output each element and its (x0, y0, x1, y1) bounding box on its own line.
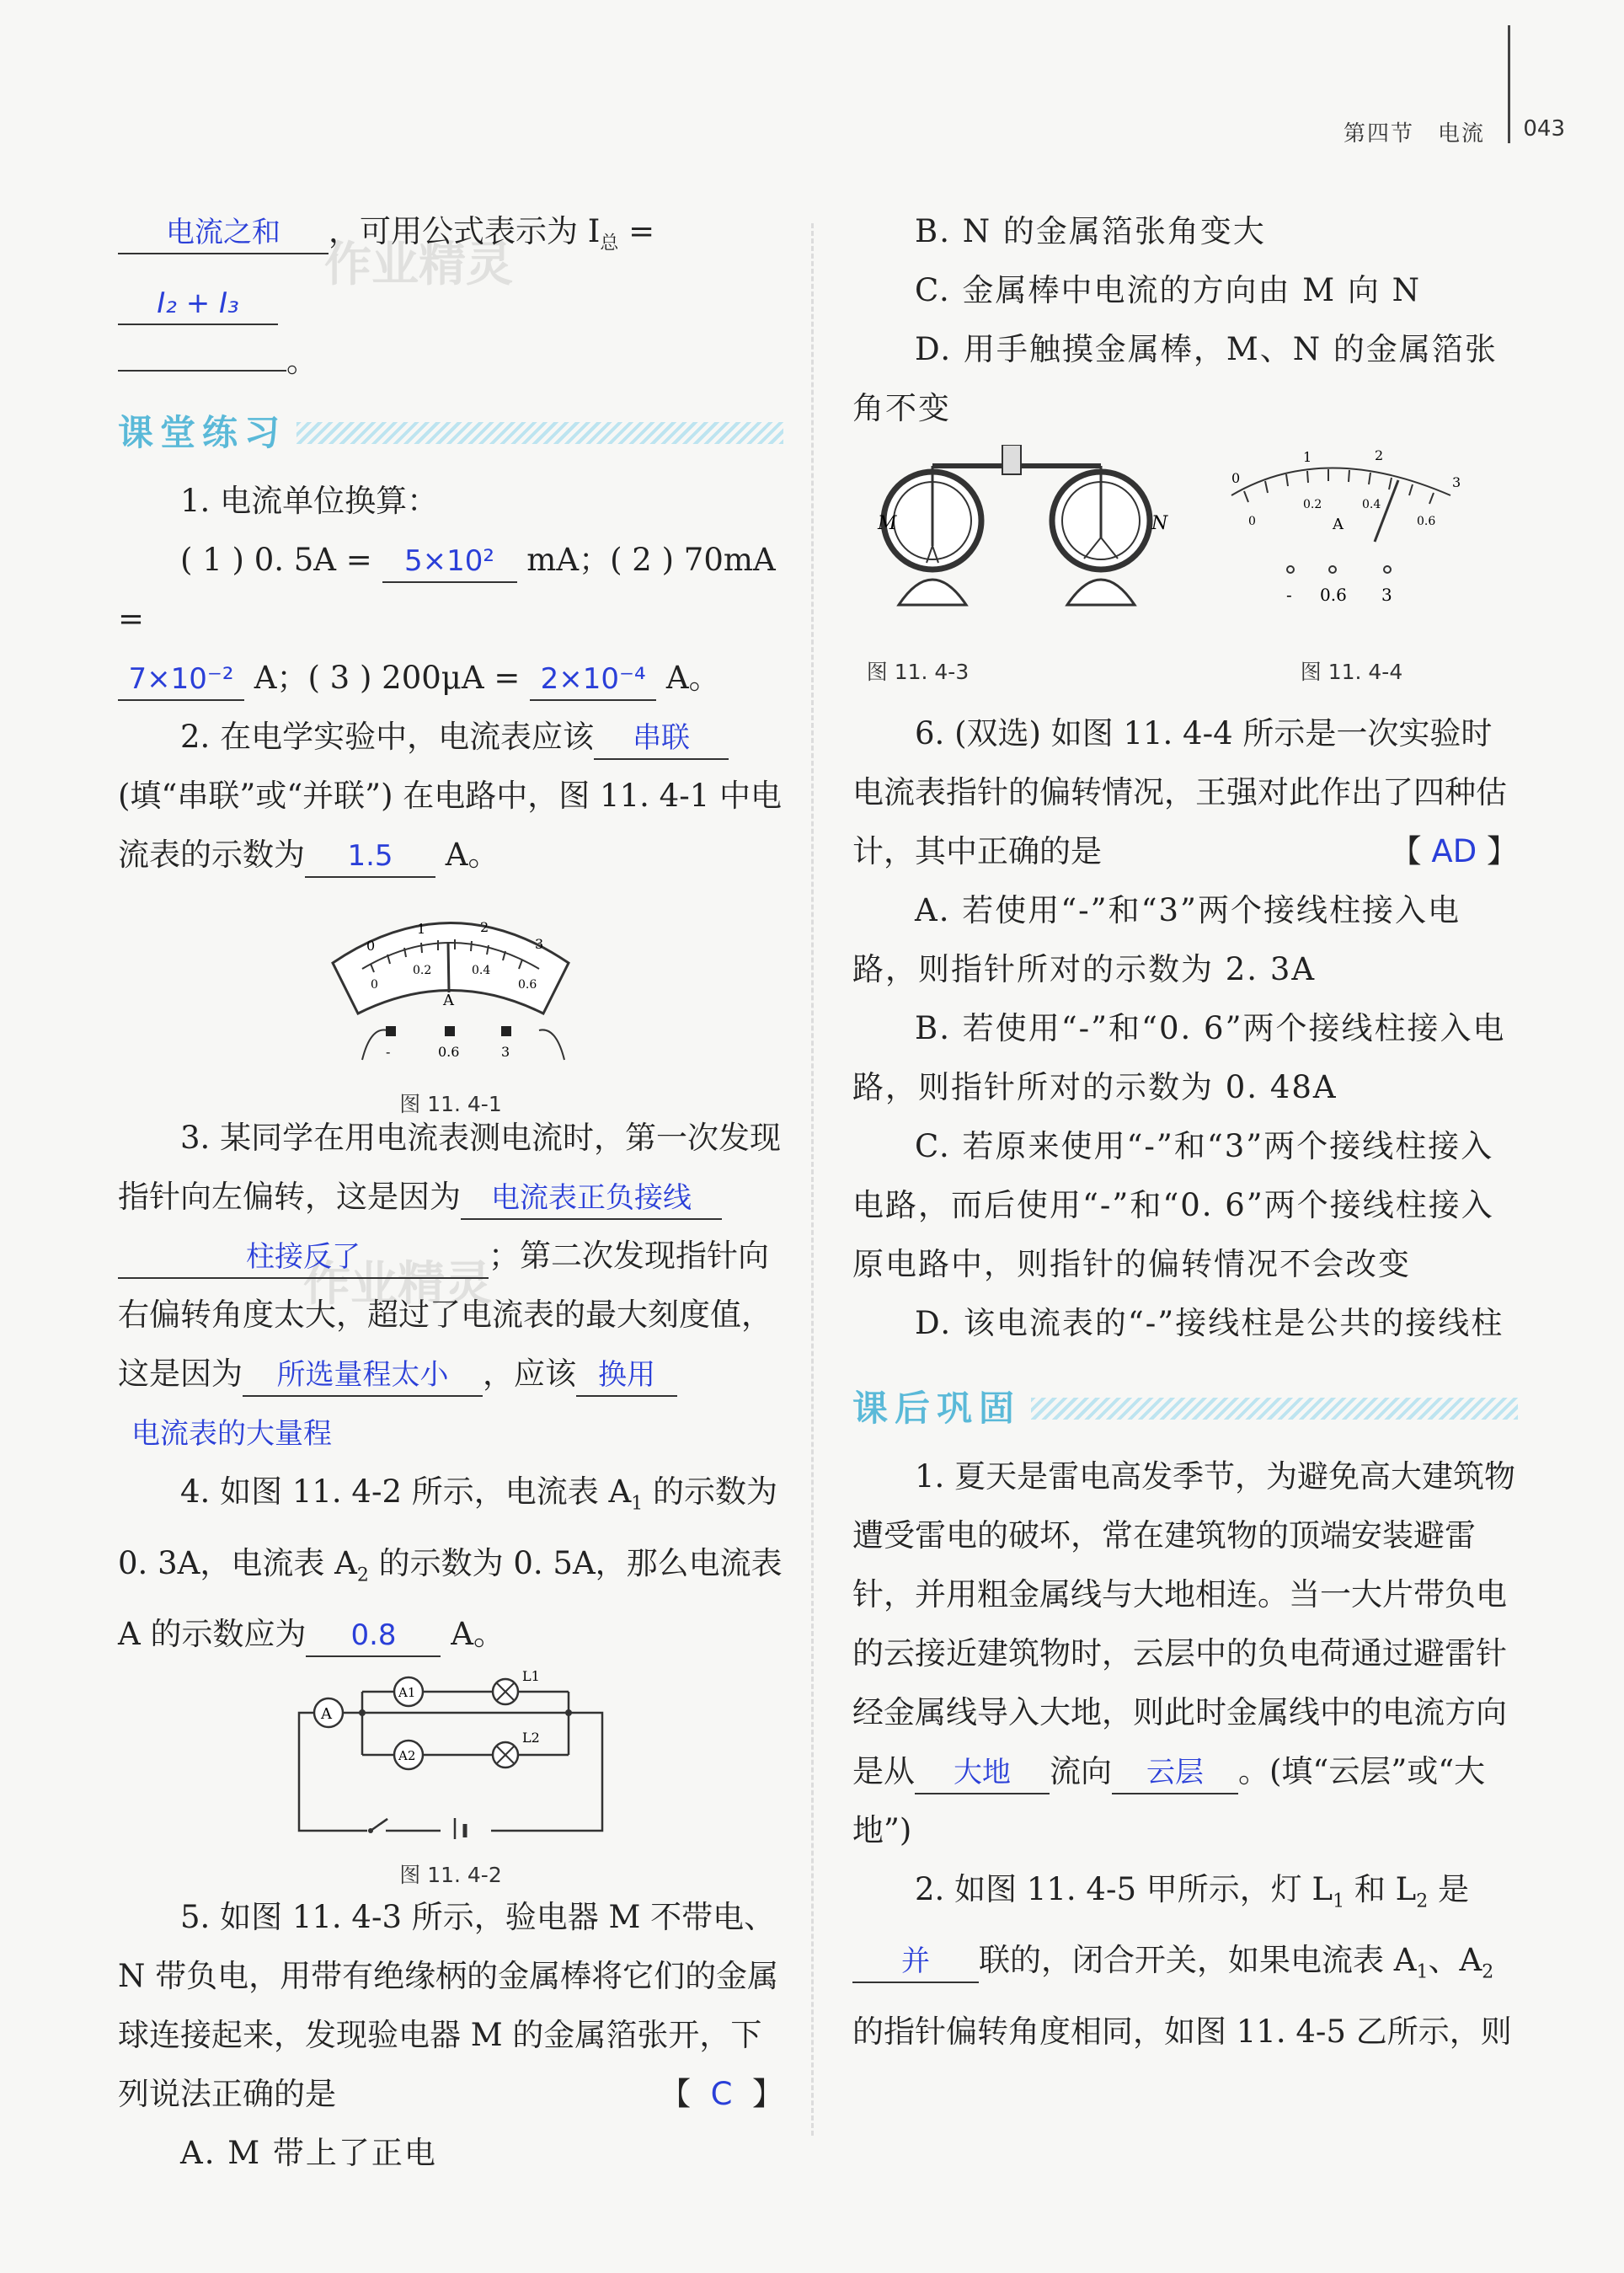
text: 。(填“云层”或“大地”) (852, 1753, 1486, 1848)
meter-needle (448, 942, 449, 992)
choice-answer: C (710, 2076, 733, 2113)
tick-label: 2 (1375, 447, 1384, 463)
right-column (852, 202, 1518, 2062)
tick-label: 0 (366, 938, 376, 955)
text: A。 (435, 837, 499, 874)
terminal-label: - (1286, 585, 1292, 605)
homework-question-2 (852, 1860, 1518, 2062)
figures-11-4-3-and-4 (852, 445, 1518, 698)
left-column (118, 202, 783, 2183)
text: 】 (1487, 833, 1518, 869)
option-a: A. 若使用“-”和“3”两个接线柱接入电路，则指针所对的示数为 2. 3A (852, 892, 1461, 987)
answer-blank: 所选量程太小 (243, 1355, 483, 1397)
text: 2 (1416, 1891, 1429, 1912)
figure-captions-row (852, 655, 1518, 689)
tick-label: 0.2 (413, 964, 432, 978)
text: 1. 夏天是雷电高发季节，为避免高大建筑物遭受雷电的破坏，常在建筑物的顶端安装避雷针，并用粗金属线与大地相连。当一大片带负电的云接近建筑物时，云层中的负电荷通过避雷针经金属线导入大地，则此时金属线中的电流方向是从 (852, 1458, 1516, 1789)
question-3 (118, 1109, 783, 1463)
tick-label: 0 (1248, 515, 1256, 528)
watermark: 作业精灵 (324, 238, 513, 292)
header-rule (1508, 25, 1510, 143)
answer-blank: 电流表正负接线 (461, 1178, 722, 1220)
figure-11-4-2 (118, 1671, 783, 1888)
tick-label: 0.6 (1417, 515, 1436, 528)
terminal-label: - (386, 1044, 391, 1061)
figure-caption: 图 11. 4-1 (399, 1092, 502, 1117)
question-2 (118, 708, 783, 885)
section-header (852, 1378, 1518, 1439)
question-1-title: 1. 电流单位换算： (180, 483, 439, 520)
tick-label: 3 (1452, 474, 1461, 490)
meter-unit: A (1333, 516, 1344, 533)
text: ；第二次发现指针向右偏转角度太大，超过了电流表的最大刻度值，这是因为 (118, 1238, 772, 1393)
text: ，应该 (483, 1356, 576, 1393)
section-stripe (1031, 1398, 1518, 1420)
ammeter-diagram (118, 891, 783, 1068)
answer-blank: 换用 (576, 1355, 677, 1397)
option-a: A. M 带上了正电 (180, 2135, 437, 2172)
electroscope-and-meter-diagram (852, 445, 1518, 655)
question-1-line (118, 531, 783, 649)
page-number: 043 (1523, 116, 1565, 142)
question-4 (118, 1463, 783, 1664)
terminal-label: 3 (501, 1044, 510, 1061)
text: 、A (1428, 1942, 1482, 1979)
question-6 (852, 704, 1518, 881)
text: 2. 在电学实验中，电流表应该 (180, 719, 595, 756)
section-title: 课堂练习 (118, 412, 287, 454)
tick-label: 0.6 (518, 978, 537, 992)
meter-label: A2 (398, 1748, 416, 1764)
tick-label: 1 (1303, 449, 1312, 465)
text: A。 (656, 660, 720, 697)
text: 【 (660, 2076, 692, 2113)
text: mA；( 2 ) 70mA = (118, 542, 776, 638)
figure-caption: 图 11. 4-4 (1300, 660, 1403, 684)
tick-label: 3 (535, 936, 544, 953)
option-b: B. 若使用“-”和“0. 6”两个接线柱接入电路，则指针所对的示数为 0. 48A (852, 1010, 1506, 1105)
watermark: 作业精灵 (303, 1257, 492, 1312)
circuit-diagram (118, 1671, 783, 1839)
question-5 (118, 1888, 783, 2124)
answer-blank: 1.5 (305, 836, 435, 878)
homework-question-1 (852, 1447, 1518, 1860)
electroscope-label: M (878, 513, 897, 534)
text: 。 (286, 343, 318, 380)
text: A；( 3 ) 200μA = (244, 660, 531, 697)
lamp-label: L1 (522, 1671, 540, 1685)
text: 的示数为 0. 5A，那么电流表 A 的示数应为 (118, 1544, 783, 1653)
choice-answer: AD (1431, 833, 1477, 869)
answer-blank: 7×10⁻² (118, 659, 244, 701)
text: 6. (双选) 如图 11. 4-4 所示是一次实验时电流表指针的偏转情况，王强对此作出了四种估计，其中正确的是 (852, 715, 1507, 869)
text: 1 (631, 1493, 644, 1515)
tick-label: 0 (1231, 470, 1241, 486)
answer-blank: 串联 (594, 718, 729, 760)
text: 4. 如图 11. 4-2 所示，电流表 A (180, 1473, 632, 1511)
answer-blank: 0.8 (306, 1615, 441, 1657)
answer-blank: 大地 (915, 1752, 1050, 1794)
answer-blank: 柱接反了 (118, 1237, 489, 1279)
option-d: D. 用手触摸金属棒，M、N 的金属箔张角不变 (852, 331, 1498, 426)
text: 的示数为 0. 3A，电流表 A (118, 1473, 778, 1581)
section-title: 课后巩固 (852, 1388, 1022, 1429)
text: 的指针偏转角度相同，如图 11. 4-5 乙所示，则 (852, 2013, 1512, 2050)
figure-caption: 图 11. 4-3 (866, 660, 970, 684)
tick-label: 0.4 (1362, 498, 1381, 511)
meter-label: A (321, 1705, 332, 1724)
answer-bracket (1328, 822, 1518, 881)
answer-bracket (597, 2065, 783, 2124)
answer-blank: 电流表的大量程 (131, 1417, 332, 1452)
text: 2 (356, 1564, 369, 1586)
answer-blank: 2×10⁻⁴ (530, 659, 656, 701)
text: ，可用公式表示为 I (329, 213, 601, 249)
answer-blank: 电流之和 (118, 212, 329, 254)
text: 流向 (1050, 1753, 1112, 1789)
option-d: D. 该电流表的“-”接线柱是公共的接线柱 (915, 1305, 1504, 1341)
intro-line (118, 202, 783, 332)
text: 5. 如图 11. 4-3 所示，验电器 M 不带电、N 带负电，用带有绝缘柄的金属棒将它们的金属球连接起来，发现验电器 M 的金属箔张开，下列说法正确的是 (118, 1899, 779, 2113)
text: 2 (1482, 1961, 1494, 1983)
section-header (118, 403, 783, 463)
answer-blank: 并 (852, 1941, 979, 1983)
meter-label: A1 (398, 1685, 416, 1701)
text: 联的，闭合开关，如果电流表 A (979, 1942, 1417, 1979)
terminal-label: 0.6 (438, 1044, 460, 1061)
text: (填“串联”或“并联”) 在电路中，图 11. 4-1 中电流表的示数为 (118, 778, 783, 874)
text: 3. 某同学在用电流表测电流时，第一次发现指针向左偏转，这是因为 (118, 1120, 782, 1216)
question-1-line-2 (118, 649, 783, 708)
terminal-label: 0.6 (1320, 585, 1347, 605)
empty-blank (118, 336, 286, 372)
column-divider (811, 223, 814, 2136)
text: 总 (600, 233, 619, 254)
text: 】 (752, 2076, 783, 2113)
lamp-label: L2 (522, 1730, 540, 1746)
option-c: C. 若原来使用“-”和“3”两个接线柱接入电路，而后使用“-”和“0. 6”两个接线柱接入原电路中，则指针的偏转情况不会改变 (852, 1128, 1494, 1282)
text: 2. 如图 11. 4-5 甲所示，灯 L (915, 1871, 1333, 1907)
text: A。 (441, 1616, 505, 1653)
tick-label: 1 (417, 921, 426, 938)
text: 和 L (1344, 1871, 1417, 1907)
meter-unit: A (443, 992, 454, 1010)
terminal-label: 3 (1381, 585, 1392, 605)
text: = (618, 213, 655, 249)
tick-label: 0 (371, 978, 378, 992)
option-c: C. 金属棒中电流的方向由 M 向 N (915, 272, 1422, 308)
electroscope-label: N (1151, 513, 1168, 534)
header-section-title: 第四节 电流 (1343, 121, 1485, 147)
answer-blank: 云层 (1112, 1752, 1238, 1794)
tick-label: 0.4 (472, 964, 491, 978)
text: 1 (1416, 1961, 1429, 1983)
text: 1 (1333, 1891, 1345, 1912)
figure-caption: 图 11. 4-2 (399, 1863, 502, 1888)
tick-label: 0.2 (1303, 498, 1322, 511)
answer-blank: 5×10² (382, 541, 517, 583)
figure-11-4-1 (118, 891, 783, 1117)
intro-line-2 (118, 332, 783, 391)
tick-label: 2 (480, 919, 489, 936)
section-stripe (296, 422, 783, 444)
text: ( 1 ) 0. 5A = (180, 542, 382, 579)
text: 是 (1428, 1871, 1469, 1907)
option-b: B. N 的金属箔张角变大 (915, 213, 1266, 249)
text: 【 (1390, 833, 1422, 869)
answer-blank: I₂ + I₃ (118, 283, 278, 325)
